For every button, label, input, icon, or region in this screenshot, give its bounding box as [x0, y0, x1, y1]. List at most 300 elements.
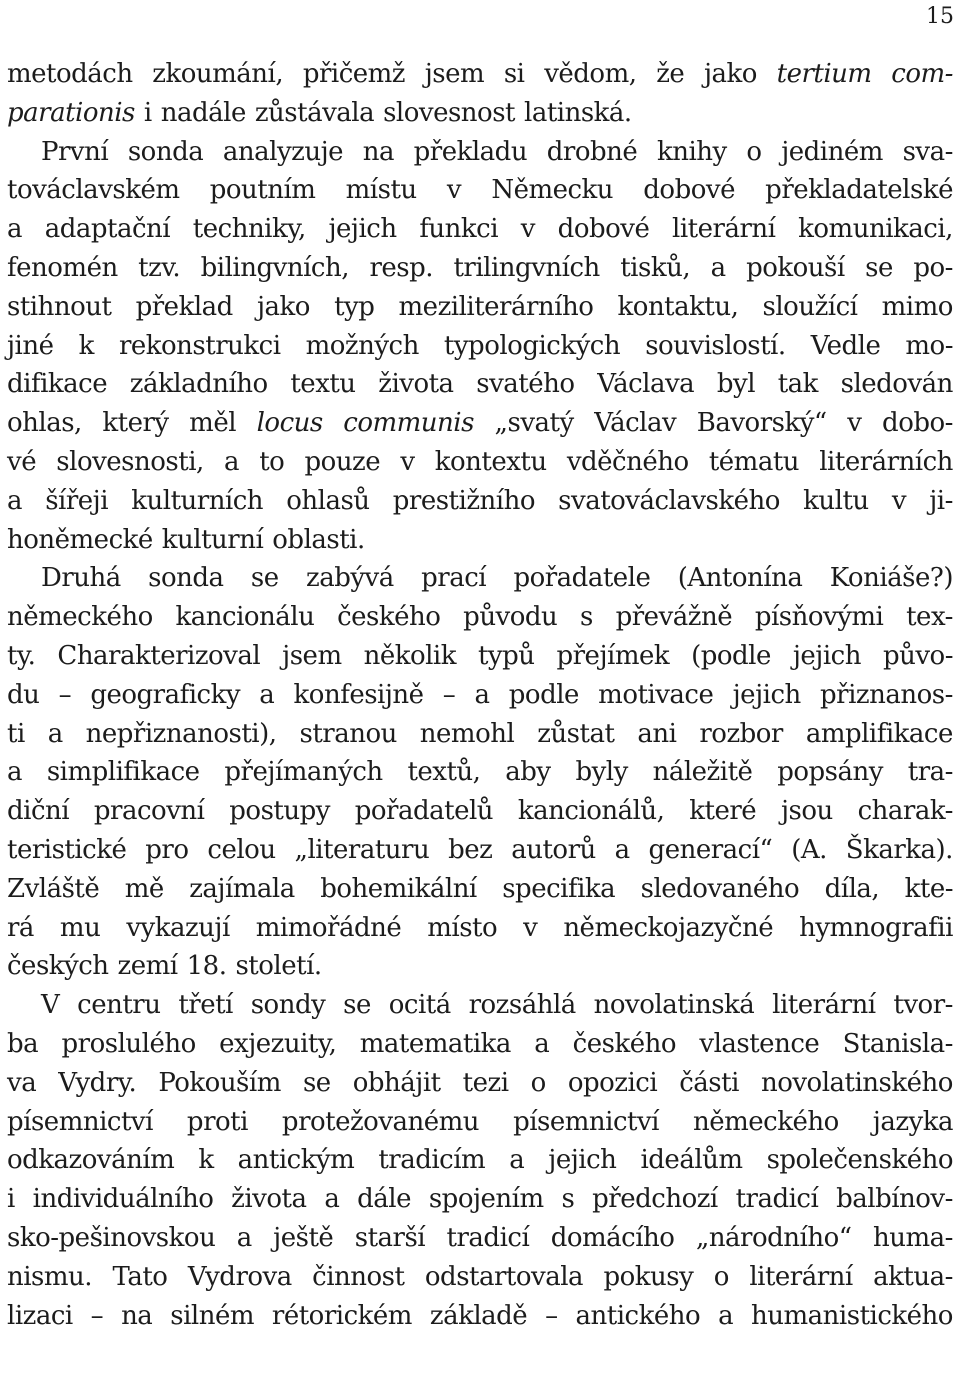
- word: jejich: [548, 1145, 617, 1176]
- word: „svatý: [494, 408, 574, 439]
- word: Bavorský“: [696, 408, 827, 439]
- word: techniky,: [192, 214, 306, 245]
- word: pouze: [304, 446, 381, 477]
- text-line: [7, 171, 953, 210]
- word: Stanisla-: [842, 1028, 953, 1059]
- word: bilingvních,: [200, 252, 349, 283]
- word: vděčného: [566, 446, 689, 477]
- word: pořadatelů: [354, 796, 494, 827]
- word: i: [7, 1184, 15, 1215]
- word: Vydry.: [58, 1067, 137, 1098]
- word: literární: [749, 1261, 853, 1292]
- word: centru: [77, 990, 161, 1021]
- word: sonda: [148, 563, 224, 594]
- word: sonda: [127, 136, 204, 167]
- word: jsem: [424, 59, 485, 89]
- word: komunikaci,: [798, 214, 953, 245]
- word: protežovanému: [281, 1106, 480, 1137]
- word: Tato: [112, 1261, 168, 1292]
- word: a: [236, 1222, 252, 1253]
- word: Německu: [491, 175, 614, 206]
- word: stranou: [299, 718, 397, 749]
- word: latinská.: [524, 97, 632, 128]
- word: Charakterizoval: [57, 640, 261, 671]
- word: zemí: [117, 951, 178, 982]
- word: byly: [575, 757, 628, 788]
- word: rozbor: [699, 718, 783, 749]
- word: sloužící: [762, 291, 858, 322]
- word: typů: [477, 640, 535, 671]
- word: zůstat: [537, 718, 615, 749]
- word: v: [520, 214, 535, 245]
- word: kultu: [803, 485, 869, 516]
- word: k: [78, 330, 94, 361]
- word: tex-: [906, 602, 953, 633]
- word: a: [474, 679, 490, 710]
- word: Koniáše?): [829, 563, 953, 594]
- word: spojením: [428, 1184, 544, 1215]
- word: mo-: [905, 330, 953, 361]
- word: Druhá: [41, 563, 121, 594]
- word: trilingvních: [453, 252, 600, 283]
- word: jejich: [792, 640, 861, 671]
- text-line: [7, 559, 953, 598]
- text-line: [7, 521, 953, 560]
- word: mu: [59, 912, 101, 943]
- word: jazyka: [872, 1106, 953, 1137]
- word: du: [7, 679, 40, 710]
- word: zabývá: [306, 563, 394, 594]
- word: německojazyčné: [563, 912, 774, 943]
- text-line: [7, 1064, 953, 1103]
- word: si: [503, 59, 525, 89]
- word: byl: [716, 369, 756, 400]
- word: sva-: [902, 136, 953, 167]
- word: kancionálu: [175, 602, 315, 633]
- word: díla,: [824, 873, 880, 904]
- word: silném: [170, 1300, 254, 1331]
- text-line: [7, 1025, 953, 1064]
- word: jsou: [780, 796, 833, 827]
- word: a: [223, 446, 239, 477]
- word: převážně: [615, 602, 733, 633]
- word: knihy: [656, 136, 727, 167]
- word: i: [143, 97, 152, 128]
- word: ani: [637, 718, 677, 749]
- word: v: [847, 408, 862, 439]
- word: exjezuity,: [219, 1028, 337, 1059]
- word: zajímala: [189, 873, 295, 904]
- word: překladu: [413, 136, 528, 167]
- word: století.: [235, 951, 322, 982]
- word: a: [259, 679, 275, 710]
- word: k: [198, 1145, 214, 1176]
- word: továclavském: [7, 175, 180, 206]
- word: nepřiznanosti),: [85, 718, 277, 749]
- word: slovesnost: [383, 97, 515, 128]
- text-line: [7, 792, 953, 831]
- word: motivace: [598, 679, 714, 710]
- word: autorů: [511, 834, 596, 865]
- text-line: [7, 288, 953, 327]
- word: pokusy: [603, 1261, 694, 1292]
- word: slovesnosti,: [56, 446, 204, 477]
- word: rá: [7, 912, 34, 943]
- word: základního: [129, 369, 268, 400]
- word: První: [41, 136, 109, 167]
- word: balbínov-: [836, 1184, 953, 1215]
- word: pořadatele: [513, 563, 651, 594]
- word: honěmecké: [7, 524, 153, 555]
- word: jejich: [328, 214, 397, 245]
- word: postupy: [229, 796, 330, 827]
- word: mimořádné: [255, 912, 402, 943]
- word: „literaturu: [294, 834, 430, 865]
- word: v: [891, 485, 907, 516]
- word: s: [561, 1184, 575, 1215]
- word: činnost: [312, 1261, 405, 1292]
- word: bohemikální: [320, 873, 477, 904]
- word: opozici: [567, 1067, 658, 1098]
- word: ještě: [273, 1222, 334, 1253]
- text-line: [7, 443, 953, 482]
- word: na: [121, 1300, 153, 1331]
- word: místu: [345, 175, 417, 206]
- word: sledovaného: [640, 873, 800, 904]
- text-line: [7, 94, 953, 133]
- word: že: [656, 59, 685, 89]
- word: písňovými: [754, 602, 884, 633]
- word: jako: [256, 291, 310, 322]
- word: parationis: [7, 97, 135, 128]
- word: a: [7, 214, 23, 245]
- word: –: [58, 679, 72, 710]
- word: kontaktu,: [617, 291, 739, 322]
- word: simplifikace: [46, 757, 200, 788]
- text-line: [7, 870, 953, 909]
- word: literárních: [819, 446, 953, 477]
- word: literární: [672, 214, 776, 245]
- word: ba: [7, 1028, 39, 1059]
- word: va: [7, 1067, 37, 1098]
- word: humanistického: [751, 1300, 953, 1331]
- word: lizaci: [7, 1300, 73, 1331]
- word: kulturní: [161, 524, 264, 555]
- word: rekonstrukci: [118, 330, 281, 361]
- word: typologických: [443, 330, 621, 361]
- word: jsem: [282, 640, 342, 671]
- word: tvor-: [893, 990, 953, 1021]
- word: kulturních: [131, 485, 264, 516]
- word: českého: [572, 1028, 677, 1059]
- text-line: [7, 482, 953, 521]
- text-line: [7, 676, 953, 715]
- word: Vydrova: [187, 1261, 292, 1292]
- word: které: [689, 796, 757, 827]
- word: huma-: [872, 1222, 953, 1253]
- word: sondy: [250, 990, 326, 1021]
- word: se: [302, 1067, 331, 1098]
- word: a: [710, 252, 726, 283]
- word: (A.: [791, 834, 827, 865]
- word: svatováclavského: [558, 485, 780, 516]
- word: místo: [427, 912, 498, 943]
- text-line: [7, 831, 953, 870]
- word: tertium: [776, 59, 872, 89]
- word: rozsáhlá: [468, 990, 576, 1021]
- text-line: [7, 1141, 953, 1180]
- word: specifika: [502, 873, 616, 904]
- word: diční: [7, 796, 70, 827]
- word: o: [713, 1261, 729, 1292]
- word: tradicí: [446, 1222, 530, 1253]
- word: písemnictví: [7, 1106, 153, 1137]
- word: tisků,: [620, 252, 691, 283]
- word: –: [545, 1300, 558, 1331]
- word: a: [614, 834, 630, 865]
- word: kancionálů,: [517, 796, 665, 827]
- word: tradicí: [735, 1184, 819, 1215]
- word: hymnografii: [799, 912, 953, 943]
- word: V: [41, 990, 60, 1021]
- word: dobo-: [882, 408, 953, 439]
- text-line: [7, 133, 953, 172]
- word: textu: [290, 369, 356, 400]
- word: základě: [429, 1300, 528, 1331]
- word: difikace: [7, 369, 108, 400]
- word: českého: [337, 602, 441, 633]
- word: generací“: [648, 834, 773, 865]
- word: překladatelské: [765, 175, 953, 206]
- word: Václava: [597, 369, 695, 400]
- text-line: [7, 249, 953, 288]
- word: který: [102, 408, 169, 439]
- word: a: [47, 718, 63, 749]
- word: možných: [305, 330, 419, 361]
- word: života: [231, 1184, 307, 1215]
- word: tématu: [708, 446, 800, 477]
- word: amplifikace: [805, 718, 953, 749]
- text-line: [7, 210, 953, 249]
- page-number: 15: [926, 4, 954, 29]
- word: na: [362, 136, 394, 167]
- text-line: [7, 365, 953, 404]
- word: dobové: [643, 175, 735, 206]
- text-line: [7, 1103, 953, 1142]
- word: pro: [145, 834, 189, 865]
- word: antického: [575, 1300, 701, 1331]
- word: svatého: [476, 369, 575, 400]
- word: předchozí: [592, 1184, 718, 1215]
- word: –: [442, 679, 456, 710]
- word: starší: [354, 1222, 426, 1253]
- word: ji-: [929, 485, 953, 516]
- word: popsány: [777, 757, 883, 788]
- word: Vedle: [810, 330, 881, 361]
- word: novolatinská: [593, 990, 755, 1021]
- word: literární: [772, 990, 876, 1021]
- word: vykazují: [126, 912, 230, 943]
- word: (podle: [691, 640, 771, 671]
- word: přiznanos-: [820, 679, 953, 710]
- word: tezi: [462, 1067, 509, 1098]
- word: a: [324, 1184, 340, 1215]
- word: německého: [7, 602, 153, 633]
- word: Václav: [594, 408, 677, 439]
- word: písemnictví: [513, 1106, 659, 1137]
- word: Škarka).: [845, 834, 953, 865]
- word: a: [718, 1300, 734, 1331]
- word: dobové: [557, 214, 650, 245]
- word: drobné: [546, 136, 638, 167]
- word: vé: [7, 446, 37, 477]
- word: přejímaných: [224, 757, 383, 788]
- text-line: [7, 909, 953, 948]
- word: odkazováním: [7, 1145, 175, 1176]
- text-line: [7, 327, 953, 366]
- word: aby: [505, 757, 551, 788]
- word: německého: [692, 1106, 839, 1137]
- word: celou: [207, 834, 276, 865]
- word: vědom,: [544, 59, 637, 89]
- word: sko-pešinovskou: [7, 1222, 216, 1253]
- word: matematika: [359, 1028, 511, 1059]
- word: meziliterárního: [398, 291, 594, 322]
- word: textů,: [407, 757, 481, 788]
- word: geograficky: [90, 679, 241, 710]
- word: přičemž: [302, 59, 406, 89]
- word: 18.: [186, 951, 227, 982]
- word: třetí: [178, 990, 233, 1021]
- word: zůstávala: [254, 97, 375, 128]
- word: dále: [357, 1184, 412, 1215]
- word: metodách: [7, 59, 133, 89]
- word: o: [746, 136, 762, 167]
- word: s: [580, 602, 593, 633]
- word: v: [523, 912, 538, 943]
- word: o: [530, 1067, 546, 1098]
- text-line: [7, 598, 953, 637]
- word: nadále: [160, 97, 246, 128]
- word: jiné: [7, 330, 54, 361]
- word: kte-: [904, 873, 953, 904]
- word: části: [679, 1067, 739, 1098]
- word: adaptační: [44, 214, 171, 245]
- text-line: [7, 753, 953, 792]
- text-line: [7, 404, 953, 443]
- word: ohlasů: [286, 485, 370, 516]
- text-line: [7, 1180, 953, 1219]
- word: proslulého: [61, 1028, 196, 1059]
- word: stihnout: [7, 291, 112, 322]
- word: v: [446, 175, 462, 206]
- word: ideálům: [640, 1145, 743, 1176]
- word: Zvláště: [7, 873, 100, 904]
- word: Pokouším: [158, 1067, 281, 1098]
- word: a: [7, 757, 23, 788]
- word: rétorickém: [271, 1300, 412, 1331]
- word: měl: [189, 408, 237, 439]
- word: (Antonína: [677, 563, 803, 594]
- word: se: [250, 563, 279, 594]
- text-line: [7, 1258, 953, 1297]
- word: typ: [334, 291, 375, 322]
- word: půvo-: [882, 640, 953, 671]
- word: ocitá: [388, 990, 451, 1021]
- text-line: [7, 1297, 953, 1336]
- word: bez: [448, 834, 493, 865]
- word: kontextu: [434, 446, 547, 477]
- text-line: [7, 715, 953, 754]
- word: a: [509, 1145, 525, 1176]
- word: po-: [913, 252, 953, 283]
- word: přejímek: [556, 640, 670, 671]
- word: poutním: [209, 175, 316, 206]
- text-line: [7, 637, 953, 676]
- word: zkoumání,: [152, 59, 284, 89]
- word: prací: [421, 563, 487, 594]
- word: ty.: [7, 640, 36, 671]
- word: charak-: [857, 796, 953, 827]
- word: tra-: [907, 757, 953, 788]
- word: náležitě: [652, 757, 753, 788]
- word: mě: [124, 873, 164, 904]
- word: překlad: [135, 291, 233, 322]
- text-line: [7, 986, 953, 1025]
- word: prestižního: [392, 485, 535, 516]
- word: tradicím: [378, 1145, 486, 1176]
- word: vlastence: [699, 1028, 820, 1059]
- word: proti: [186, 1106, 248, 1137]
- word: teristické: [7, 834, 127, 865]
- word: pracovní: [93, 796, 205, 827]
- word: novolatinského: [760, 1067, 953, 1098]
- word: ti: [7, 718, 25, 749]
- word: individuálního: [32, 1184, 214, 1215]
- word: sledován: [840, 369, 953, 400]
- word: společenského: [766, 1145, 953, 1176]
- word: „národního“: [695, 1222, 852, 1253]
- word: nemohl: [419, 718, 515, 749]
- word: analyzuje: [222, 136, 344, 167]
- word: resp.: [369, 252, 434, 283]
- text-line: [7, 55, 953, 94]
- text-line: [7, 947, 953, 986]
- word: communis: [343, 408, 474, 439]
- word: tak: [777, 369, 818, 400]
- word: několik: [363, 640, 457, 671]
- word: locus: [256, 408, 323, 439]
- word: jediném: [781, 136, 883, 167]
- word: v: [400, 446, 415, 477]
- word: života: [378, 369, 454, 400]
- word: domácího: [550, 1222, 675, 1253]
- word: jako: [703, 59, 757, 89]
- word: konfesijně: [293, 679, 424, 710]
- word: se: [865, 252, 893, 283]
- body-text: [7, 55, 953, 1335]
- word: tzv.: [138, 252, 181, 283]
- word: –: [90, 1300, 104, 1331]
- word: obhájit: [352, 1067, 441, 1098]
- word: a: [534, 1028, 550, 1059]
- word: to: [259, 446, 285, 477]
- text-line: [7, 1219, 953, 1258]
- word: jejich: [732, 679, 801, 710]
- word: com-: [891, 59, 953, 89]
- word: českých: [7, 951, 109, 982]
- word: pokouší: [746, 252, 845, 283]
